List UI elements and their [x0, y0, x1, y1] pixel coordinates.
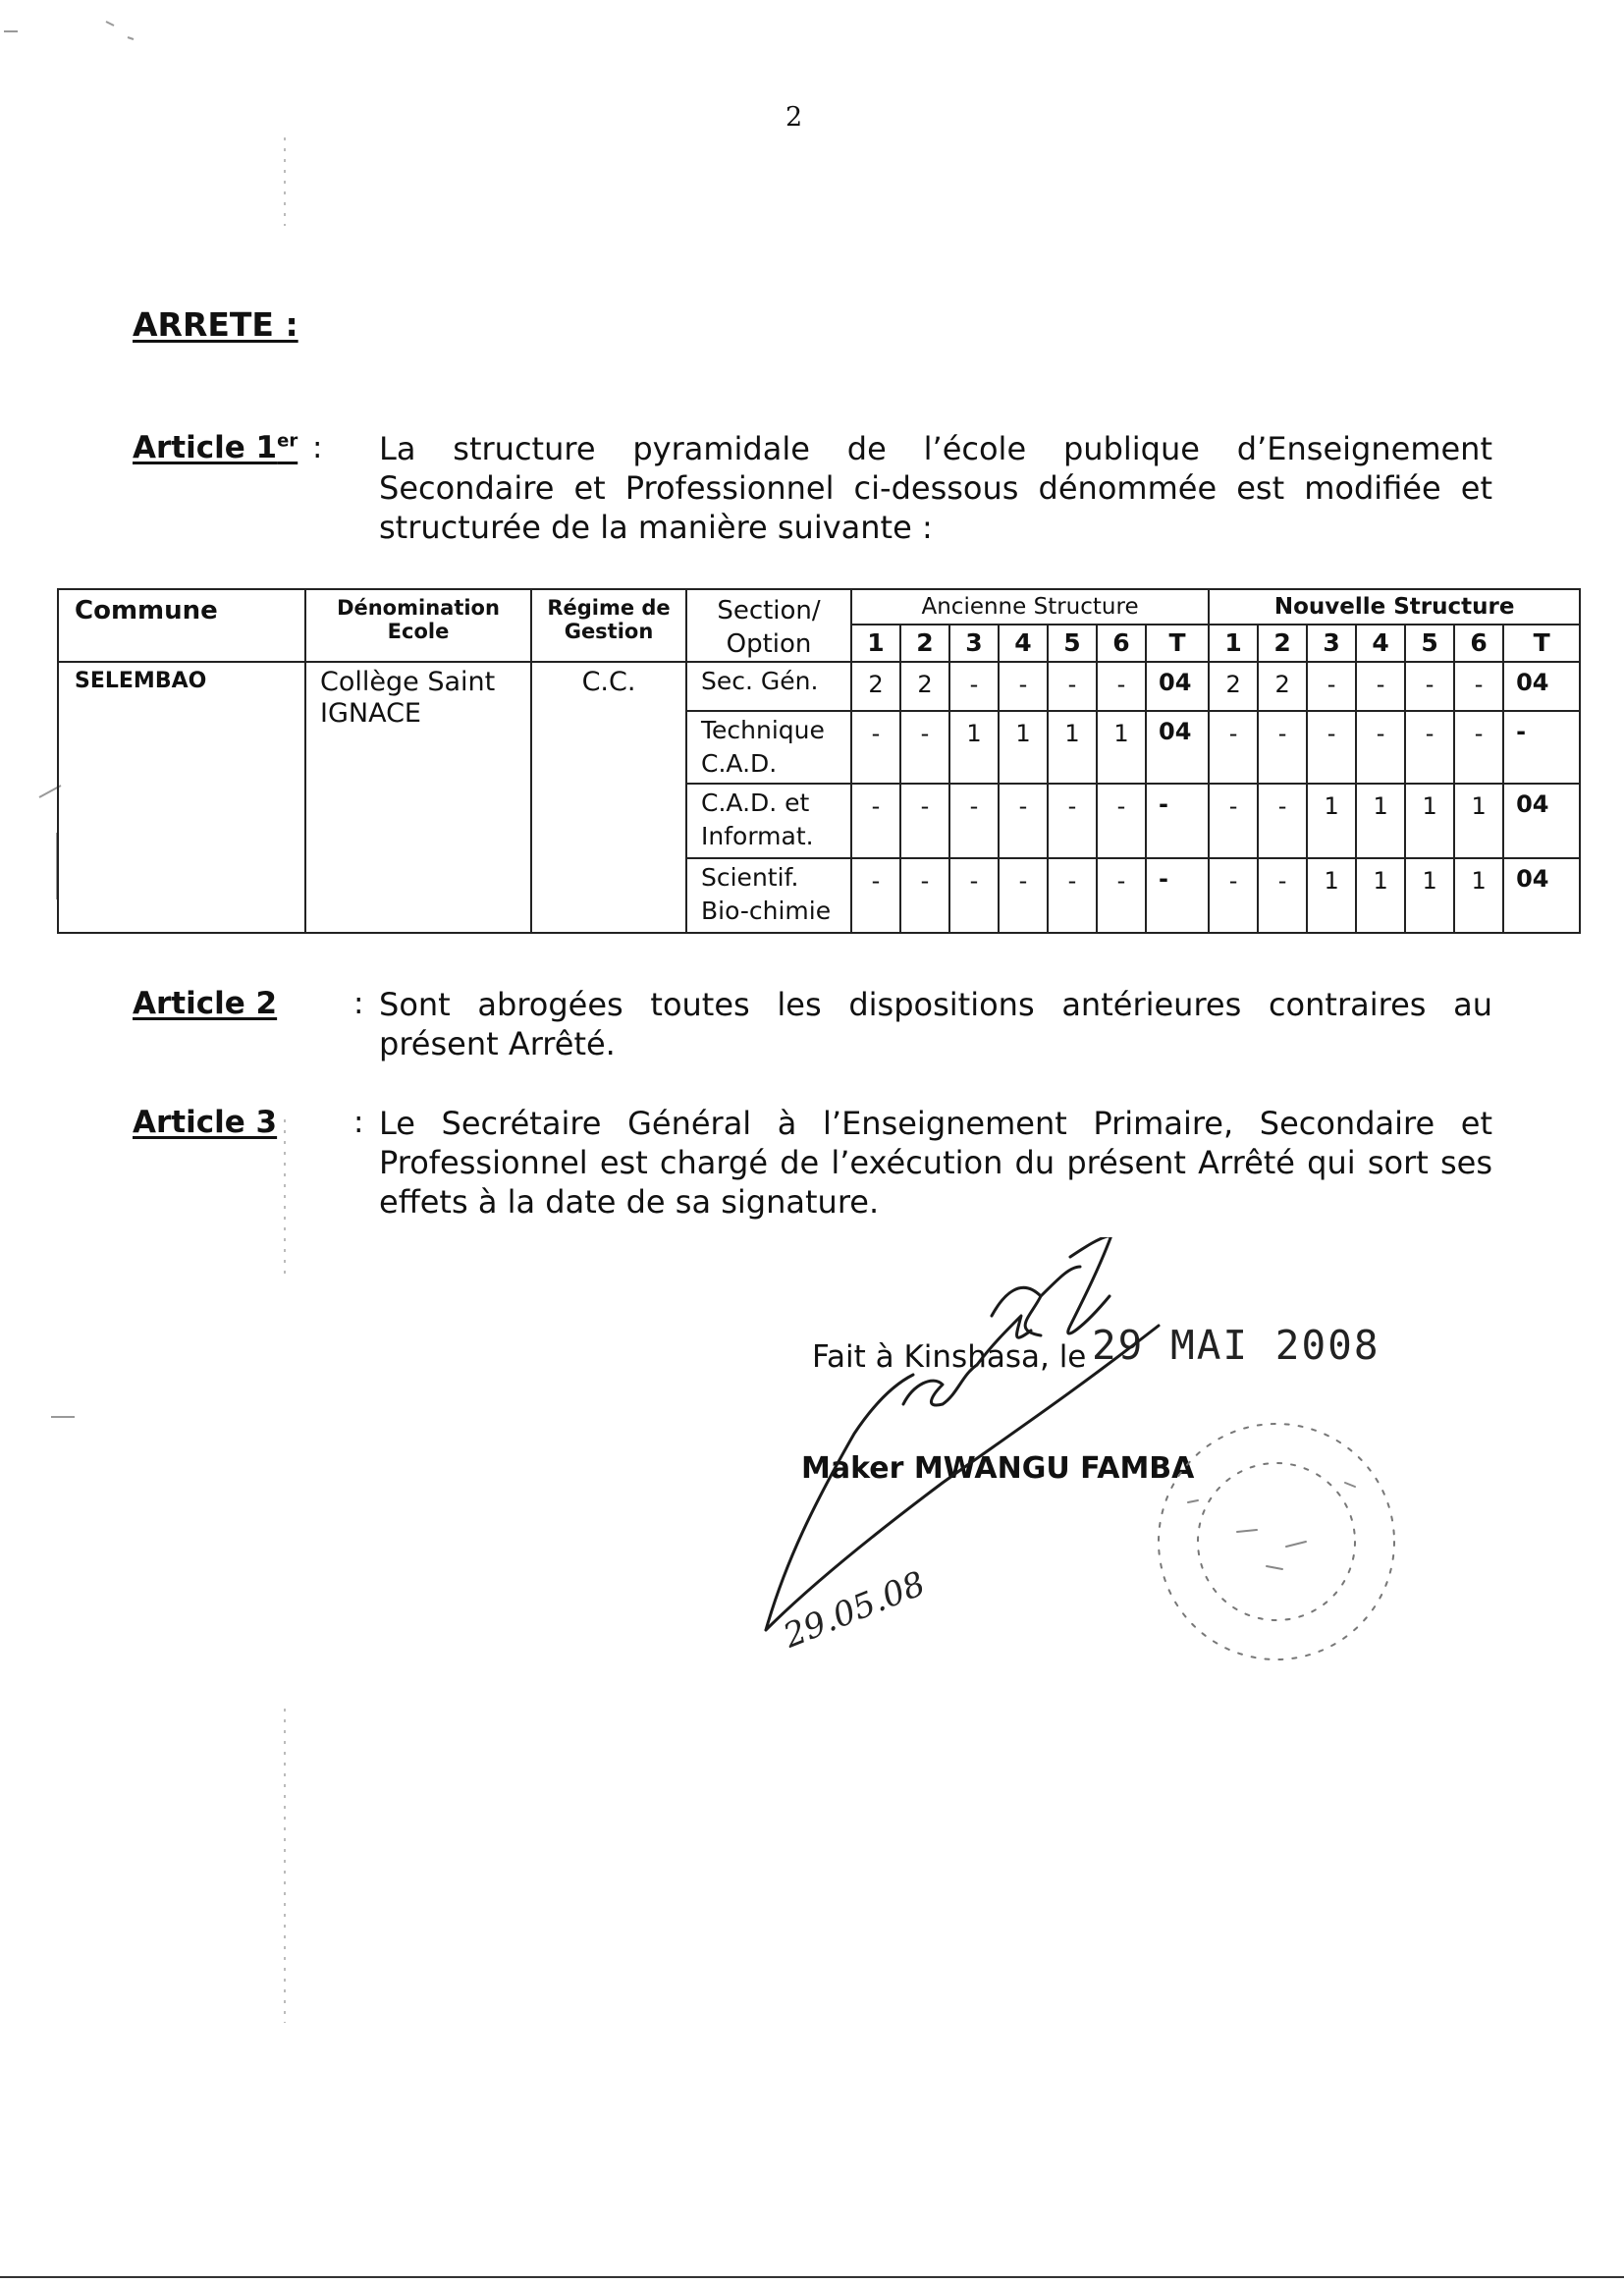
structure-table	[57, 588, 1581, 934]
cell-ancienne: 1	[1097, 711, 1146, 784]
cell-nouvelle: -	[1209, 784, 1258, 858]
cell-ancienne-total: 04	[1146, 662, 1209, 711]
cell-nouvelle: -	[1258, 711, 1307, 784]
header-level: 3	[949, 625, 999, 662]
cell-nouvelle: 1	[1405, 858, 1454, 933]
cell-ancienne: -	[900, 784, 949, 858]
page-number: 2	[785, 102, 803, 133]
cell-nouvelle: 1	[1307, 784, 1356, 858]
header-level: 4	[999, 625, 1048, 662]
cell-ecole: Collège Saint IGNACE	[305, 662, 531, 933]
cell-nouvelle: -	[1405, 711, 1454, 784]
cell-section: Scientif. Bio-chimie	[686, 858, 851, 933]
header-level: 5	[1405, 625, 1454, 662]
article-1-label-text: Article 1	[133, 430, 278, 465]
cell-nouvelle-total: 04	[1503, 784, 1580, 858]
cell-ancienne: 1	[1048, 711, 1097, 784]
article-2-label: Article 2	[133, 986, 278, 1021]
cell-nouvelle: 2	[1209, 662, 1258, 711]
header-level: 6	[1454, 625, 1503, 662]
article-1-text: La structure pyramidale de l’école publique d’Enseignement Secondaire et Professionnel ci-dessous dénommée est modifiée et structurée de la manière suivante :	[379, 430, 1492, 546]
cell-nouvelle: 1	[1454, 784, 1503, 858]
cell-ancienne: 1	[999, 711, 1048, 784]
cell-section: C.A.D. et Informat.	[686, 784, 851, 858]
article-3-separator: :	[353, 1105, 364, 1140]
cell-nouvelle-total: 04	[1503, 662, 1580, 711]
date-stamp: 29 MAI 2008	[1092, 1322, 1380, 1369]
header-ancienne-structure: Ancienne Structure	[851, 589, 1209, 625]
cell-nouvelle: -	[1258, 858, 1307, 933]
cell-nouvelle: -	[1307, 662, 1356, 711]
header-level-total: T	[1503, 625, 1580, 662]
cell-nouvelle: 1	[1454, 858, 1503, 933]
cell-nouvelle: 1	[1356, 858, 1405, 933]
cell-nouvelle: -	[1209, 711, 1258, 784]
article-3-text: Le Secrétaire Général à l’Enseignement Primaire, Secondaire et Professionnel est chargé de l’exécution du présent Arrêté qui sort ses effets à la date de sa signature.	[379, 1105, 1492, 1221]
cell-ancienne: -	[1097, 858, 1146, 933]
cell-nouvelle: -	[1405, 662, 1454, 711]
header-commune: Commune	[58, 589, 305, 662]
fait-a-kinshasa: Fait à Kinshasa, le	[812, 1339, 1087, 1375]
cell-nouvelle: -	[1258, 784, 1307, 858]
cell-section: Sec. Gén.	[686, 662, 851, 711]
header-denomination: Dénomination Ecole	[305, 589, 531, 662]
cell-ancienne: -	[900, 858, 949, 933]
cell-ancienne: -	[949, 858, 999, 933]
table-row	[58, 662, 1580, 711]
cell-commune: SELEMBAO	[58, 662, 305, 933]
cell-nouvelle: -	[1454, 662, 1503, 711]
header-level-total: T	[1146, 625, 1209, 662]
header-nouvelle-structure: Nouvelle Structure	[1209, 589, 1580, 625]
cell-ancienne: -	[851, 711, 900, 784]
cell-nouvelle-total: 04	[1503, 858, 1580, 933]
cell-ancienne-total: -	[1146, 858, 1209, 933]
cell-ancienne: -	[1048, 662, 1097, 711]
header-level: 2	[1258, 625, 1307, 662]
header-section: Section/ Option	[686, 589, 851, 662]
cell-ancienne: -	[999, 858, 1048, 933]
cell-nouvelle: -	[1356, 711, 1405, 784]
cell-ancienne: -	[999, 784, 1048, 858]
header-level: 1	[851, 625, 900, 662]
signatory-name: Maker MWANGU FAMBA	[801, 1451, 1195, 1486]
cell-nouvelle: -	[1209, 858, 1258, 933]
cell-section: Technique C.A.D.	[686, 711, 851, 784]
cell-ancienne-total: 04	[1146, 711, 1209, 784]
cell-ancienne-total: -	[1146, 784, 1209, 858]
header-level: 1	[1209, 625, 1258, 662]
cell-regime: C.C.	[531, 662, 686, 933]
cell-ancienne: -	[1048, 858, 1097, 933]
footer-rule	[0, 2276, 1624, 2278]
cell-nouvelle: -	[1454, 711, 1503, 784]
cell-nouvelle-total: -	[1503, 711, 1580, 784]
article-1-label-sup: er	[277, 430, 298, 452]
cell-ancienne: -	[851, 784, 900, 858]
cell-nouvelle: 2	[1258, 662, 1307, 711]
cell-ancienne: 2	[851, 662, 900, 711]
cell-ancienne: 2	[900, 662, 949, 711]
cell-ancienne: -	[900, 711, 949, 784]
article-1-label	[133, 430, 298, 465]
cell-ancienne: -	[999, 662, 1048, 711]
header-level: 5	[1048, 625, 1097, 662]
cell-nouvelle: -	[1307, 711, 1356, 784]
cell-ancienne: 1	[949, 711, 999, 784]
cell-nouvelle: -	[1356, 662, 1405, 711]
cell-nouvelle: 1	[1307, 858, 1356, 933]
cell-ancienne: -	[1048, 784, 1097, 858]
header-regime: Régime de Gestion	[531, 589, 686, 662]
cell-ancienne: -	[949, 662, 999, 711]
header-level: 3	[1307, 625, 1356, 662]
cell-nouvelle: 1	[1405, 784, 1454, 858]
cell-ancienne: -	[1097, 662, 1146, 711]
header-level: 2	[900, 625, 949, 662]
article-2-separator: :	[353, 986, 364, 1021]
article-1-separator: :	[312, 430, 323, 465]
header-level: 4	[1356, 625, 1405, 662]
cell-ancienne: -	[851, 858, 900, 933]
handwritten-date: 29.05.08	[778, 1563, 931, 1657]
official-seal	[1129, 1385, 1424, 1699]
cell-nouvelle: 1	[1356, 784, 1405, 858]
article-2-text: Sont abrogées toutes les dispositions antérieures contraires au présent Arrêté.	[379, 986, 1492, 1062]
arrete-heading: ARRETE :	[133, 305, 298, 344]
cell-ancienne: -	[1097, 784, 1146, 858]
cell-ancienne: -	[949, 784, 999, 858]
header-level: 6	[1097, 625, 1146, 662]
article-3-label: Article 3	[133, 1105, 278, 1140]
